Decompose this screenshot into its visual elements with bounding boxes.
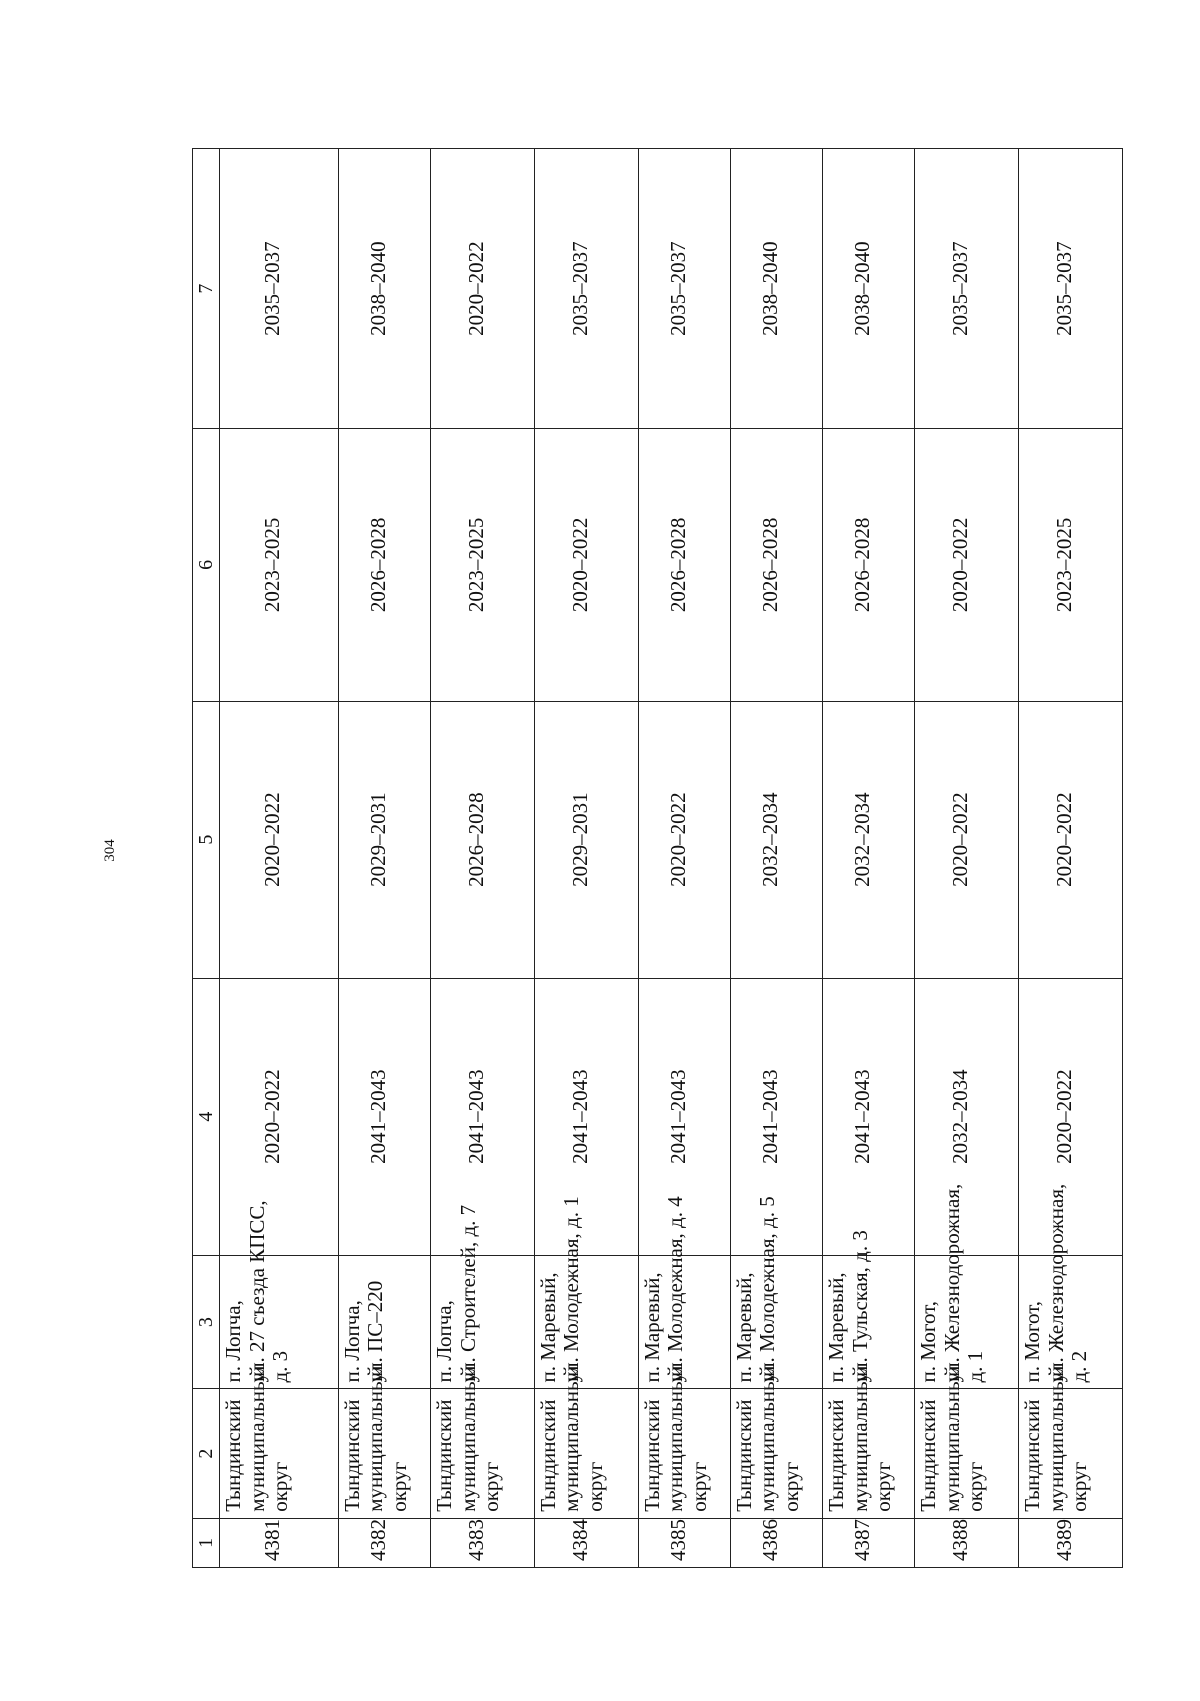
period-cell-4 [1019, 978, 1123, 1255]
address-line: ул. Молодежная, д. 4 [663, 1196, 688, 1383]
address-line: ул. Тульская, д. 3 [847, 1230, 872, 1383]
district-cell [823, 1365, 915, 1518]
period-value-5: 2020–2022 [1051, 792, 1076, 887]
row-number-cell [338, 1518, 430, 1567]
period-value-7: 2038–2040 [365, 241, 390, 336]
period-cell-6 [730, 429, 822, 701]
district-line: муниципальный [363, 1365, 388, 1512]
district-line: Тындинский [221, 1399, 245, 1512]
table-row [915, 149, 1019, 1568]
period-cell-4 [534, 978, 638, 1255]
period-cell-7 [638, 149, 730, 429]
header-cell-3: 3 [193, 1255, 220, 1389]
period-cell-5 [534, 701, 638, 978]
period-cell-7 [338, 149, 430, 429]
district-line: округ [582, 1461, 607, 1512]
period-cell-7 [823, 149, 915, 429]
district-line: Тындинский [339, 1399, 364, 1512]
period-value-4: 2041–2043 [665, 1069, 690, 1164]
header-cell-1: 1 [193, 1518, 220, 1567]
district-line: Тындинский [731, 1399, 756, 1512]
period-value-7: 2035–2037 [567, 241, 592, 336]
period-value-6: 2026–2028 [365, 517, 390, 613]
address-line: д. 2 [1067, 1350, 1092, 1383]
address-line: д. 3 [268, 1350, 293, 1383]
period-cell-6 [534, 429, 638, 701]
period-cell-6 [823, 429, 915, 701]
table-rotation-frame [192, 148, 1123, 1568]
period-value-7: 2035–2037 [947, 241, 972, 336]
period-value-7: 2035–2037 [665, 241, 690, 336]
header-cell-2: 2 [193, 1389, 220, 1518]
row-number: 4387 [849, 1519, 874, 1561]
district-line: муниципальный [663, 1365, 688, 1512]
period-cell-5 [915, 701, 1019, 978]
period-cell-6 [638, 429, 730, 701]
period-cell-6 [915, 429, 1019, 701]
district-line: муниципальный [559, 1365, 584, 1512]
address-cell [431, 1204, 535, 1389]
row-number-cell [1019, 1518, 1123, 1567]
row-number-cell [915, 1518, 1019, 1567]
header-cell-4: 4 [193, 978, 220, 1255]
address-line: п. Маревый, [639, 1272, 664, 1383]
period-cell-7 [730, 149, 822, 429]
row-number-cell [730, 1518, 822, 1567]
district-line: муниципальный [1043, 1365, 1068, 1512]
period-cell-5 [638, 701, 730, 978]
district-line: муниципальный [455, 1365, 480, 1512]
district-line: округ [268, 1461, 293, 1512]
district-cell [431, 1365, 535, 1518]
address-cell [1019, 1183, 1123, 1389]
district-line: Тындинский [432, 1399, 456, 1512]
period-cell-5 [1019, 701, 1123, 978]
address-line: п. Могот, [916, 1300, 941, 1383]
period-value-5: 2020–2022 [260, 792, 285, 887]
address-cell [534, 1196, 638, 1389]
table-row [1019, 149, 1123, 1568]
period-cell-7 [431, 149, 535, 429]
address-line: п. Лопча, [221, 1300, 245, 1383]
district-line: округ [1067, 1461, 1092, 1512]
address-cell [730, 1196, 822, 1389]
period-cell-5 [220, 701, 339, 978]
address-line: п. Могот, [1020, 1300, 1044, 1383]
row-number: 4386 [757, 1519, 782, 1561]
period-cell-6 [1019, 429, 1123, 701]
address-line: ул. Строителей, д. 7 [455, 1204, 480, 1383]
table-row [338, 149, 430, 1568]
period-value-7: 2038–2040 [849, 241, 874, 336]
district-line: Тындинский [1020, 1399, 1044, 1512]
table-row [220, 149, 339, 1568]
address-line: д. 1 [963, 1350, 988, 1383]
period-cell-5 [338, 701, 430, 978]
header-cell-6: 6 [193, 429, 220, 701]
period-cell-5 [431, 701, 535, 978]
period-value-6: 2020–2022 [947, 517, 972, 613]
district-line: Тындинский [824, 1399, 848, 1512]
period-value-4: 2041–2043 [849, 1069, 874, 1164]
district-line: муниципальный [244, 1365, 269, 1512]
period-value-5: 2032–2034 [757, 792, 782, 887]
period-cell-5 [823, 701, 915, 978]
address-cell [915, 1183, 1019, 1389]
address-line: ул. Железнодорожная, [1043, 1183, 1068, 1383]
period-cell-5 [730, 701, 822, 978]
period-value-5: 2020–2022 [665, 792, 690, 887]
district-line: муниципальный [755, 1365, 780, 1512]
address-cell [338, 1255, 430, 1389]
header-cell-5: 5 [193, 701, 220, 978]
table-row [534, 149, 638, 1568]
district-line: округ [963, 1461, 988, 1512]
address-cell [823, 1230, 915, 1389]
district-line: округ [686, 1461, 711, 1512]
period-value-4: 2041–2043 [365, 1069, 390, 1164]
row-number-cell [220, 1518, 339, 1567]
period-cell-7 [915, 149, 1019, 429]
rotated-table-wrapper [192, 148, 1123, 1568]
district-line: Тындинский [535, 1399, 560, 1512]
row-number: 4384 [567, 1519, 592, 1561]
period-value-6: 2026–2028 [849, 517, 874, 613]
period-value-6: 2023–2025 [1051, 517, 1076, 613]
row-number-cell [534, 1518, 638, 1567]
period-value-6: 2020–2022 [567, 517, 592, 613]
table-row [730, 149, 822, 1568]
district-cell [534, 1365, 638, 1518]
address-line: п. Лопча, [432, 1300, 456, 1383]
period-value-5: 2020–2022 [947, 792, 972, 887]
district-line: округ [871, 1461, 896, 1512]
district-line: Тындинский [916, 1399, 941, 1512]
address-cell [638, 1196, 730, 1389]
period-value-6: 2023–2025 [260, 517, 285, 613]
period-cell-7 [1019, 149, 1123, 429]
period-cell-4 [431, 978, 535, 1255]
row-number: 4383 [463, 1519, 488, 1561]
row-number-cell [823, 1518, 915, 1567]
district-line: муниципальный [847, 1365, 872, 1512]
period-value-6: 2023–2025 [463, 517, 488, 613]
row-number: 4381 [260, 1519, 285, 1561]
row-number: 4388 [947, 1519, 972, 1561]
period-cell-7 [220, 149, 339, 429]
address-line: ул. Железнодорожная, [939, 1183, 964, 1383]
period-cell-4 [338, 978, 430, 1255]
header-cell-7: 7 [193, 149, 220, 429]
address-line: ул. 27 съезда КПСС, [244, 1200, 269, 1383]
period-cell-7 [534, 149, 638, 429]
table-row [823, 149, 915, 1568]
district-cell [338, 1365, 430, 1518]
period-value-4: 2032–2034 [947, 1069, 972, 1164]
period-cell-4 [915, 978, 1019, 1255]
address-line: ул. Молодежная, д. 1 [559, 1196, 584, 1383]
district-line: муниципальный [939, 1365, 964, 1512]
period-value-4: 2041–2043 [757, 1069, 782, 1164]
page-number: 304 [101, 838, 118, 862]
period-cell-6 [220, 429, 339, 701]
period-value-5: 2029–2031 [365, 792, 390, 887]
address-line: п. Маревый, [731, 1272, 756, 1383]
address-line: ул. Молодежная, д. 5 [755, 1196, 780, 1383]
table-row [638, 149, 730, 1568]
address-line: ул. ПС–220 [363, 1280, 388, 1383]
period-cell-4 [220, 978, 339, 1255]
period-cell-6 [431, 429, 535, 701]
address-line: п. Лопча, [339, 1300, 364, 1383]
address-line: п. Маревый, [824, 1272, 848, 1383]
period-value-5: 2026–2028 [463, 792, 488, 887]
period-value-4: 2020–2022 [1051, 1069, 1076, 1164]
table-row [431, 149, 535, 1568]
district-line: округ [479, 1461, 504, 1512]
period-value-6: 2026–2028 [665, 517, 690, 613]
row-number: 4382 [365, 1519, 390, 1561]
period-value-5: 2029–2031 [567, 792, 592, 887]
period-value-6: 2026–2028 [757, 517, 782, 613]
district-line: округ [778, 1461, 803, 1512]
header-row [193, 149, 220, 1568]
schedule-table [192, 148, 1123, 1568]
period-value-7: 2035–2037 [1051, 241, 1076, 336]
period-value-4: 2041–2043 [567, 1069, 592, 1164]
district-line: Тындинский [639, 1399, 664, 1512]
district-cell [730, 1365, 822, 1518]
address-line: п. Маревый, [535, 1272, 560, 1383]
row-number: 4385 [665, 1519, 690, 1561]
period-value-4: 2041–2043 [463, 1069, 488, 1164]
period-value-4: 2020–2022 [260, 1069, 285, 1164]
period-value-7: 2020–2022 [463, 241, 488, 336]
period-cell-4 [823, 978, 915, 1255]
district-line: округ [386, 1461, 411, 1512]
address-cell [220, 1200, 339, 1389]
row-number: 4389 [1051, 1519, 1076, 1561]
district-cell [638, 1365, 730, 1518]
period-value-5: 2032–2034 [849, 792, 874, 887]
row-number-cell [638, 1518, 730, 1567]
row-number-cell [431, 1518, 535, 1567]
period-value-7: 2035–2037 [260, 241, 285, 336]
period-cell-6 [338, 429, 430, 701]
period-value-7: 2038–2040 [757, 241, 782, 336]
